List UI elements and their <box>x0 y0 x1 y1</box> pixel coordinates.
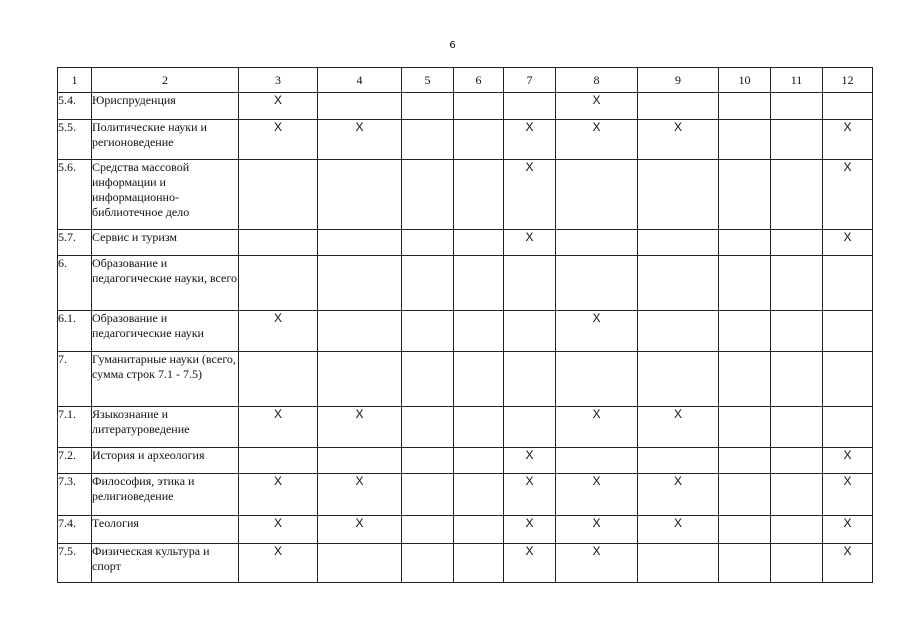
mark-cell: X <box>504 160 556 230</box>
mark-cell <box>771 516 823 544</box>
mark-cell <box>454 230 504 256</box>
column-header: 9 <box>638 68 719 93</box>
mark-cell <box>719 474 771 516</box>
mark-cell <box>556 160 638 230</box>
mark-cell: X <box>504 474 556 516</box>
mark-cell: X <box>638 407 719 448</box>
mark-cell <box>402 544 454 583</box>
mark-cell <box>823 311 873 352</box>
mark-cell <box>823 93 873 120</box>
row-name: Физическая культура и спорт <box>92 544 239 583</box>
column-header: 5 <box>402 68 454 93</box>
row-name: Сервис и туризм <box>92 230 239 256</box>
mark-cell <box>638 256 719 311</box>
table-row <box>58 352 873 407</box>
mark-cell <box>771 230 823 256</box>
mark-cell <box>239 352 318 407</box>
header-row <box>58 68 873 93</box>
table-row <box>58 516 873 544</box>
row-number: 7.3. <box>58 474 92 516</box>
mark-cell: X <box>638 474 719 516</box>
mark-cell <box>771 256 823 311</box>
mark-cell <box>504 256 556 311</box>
mark-cell <box>239 448 318 474</box>
mark-cell <box>504 93 556 120</box>
mark-cell <box>638 230 719 256</box>
mark-cell <box>402 93 454 120</box>
mark-cell <box>719 311 771 352</box>
mark-cell <box>454 352 504 407</box>
row-name: Языкознание и литературоведение <box>92 407 239 448</box>
column-header: 3 <box>239 68 318 93</box>
mark-cell <box>719 256 771 311</box>
mark-cell: X <box>318 516 402 544</box>
mark-cell <box>454 516 504 544</box>
column-header: 12 <box>823 68 873 93</box>
row-number: 7.1. <box>58 407 92 448</box>
row-name: Теология <box>92 516 239 544</box>
table-row <box>58 93 873 120</box>
mark-cell: X <box>239 93 318 120</box>
row-number: 6. <box>58 256 92 311</box>
mark-cell: X <box>239 407 318 448</box>
mark-cell: X <box>638 120 719 160</box>
mark-cell: X <box>556 474 638 516</box>
mark-cell <box>719 544 771 583</box>
mark-cell <box>638 93 719 120</box>
mark-cell: X <box>823 448 873 474</box>
row-number: 5.4. <box>58 93 92 120</box>
mark-cell <box>771 474 823 516</box>
mark-cell <box>556 352 638 407</box>
mark-cell <box>719 230 771 256</box>
mark-cell <box>318 230 402 256</box>
mark-cell <box>318 544 402 583</box>
row-name: Образование и педагогические науки <box>92 311 239 352</box>
mark-cell <box>719 120 771 160</box>
mark-cell <box>402 516 454 544</box>
row-number: 7.2. <box>58 448 92 474</box>
row-number: 7.5. <box>58 544 92 583</box>
mark-cell <box>638 352 719 407</box>
mark-cell <box>318 448 402 474</box>
mark-cell: X <box>504 516 556 544</box>
mark-cell <box>504 311 556 352</box>
mark-cell: X <box>556 544 638 583</box>
mark-cell <box>719 352 771 407</box>
mark-cell <box>719 516 771 544</box>
column-header: 10 <box>719 68 771 93</box>
column-header: 7 <box>504 68 556 93</box>
mark-cell <box>454 256 504 311</box>
row-number: 5.7. <box>58 230 92 256</box>
mark-cell <box>638 160 719 230</box>
column-header: 2 <box>92 68 239 93</box>
table-row <box>58 256 873 311</box>
mark-cell <box>402 256 454 311</box>
mark-cell <box>454 407 504 448</box>
mark-cell: X <box>823 160 873 230</box>
mark-cell: X <box>239 516 318 544</box>
mark-cell <box>771 120 823 160</box>
mark-cell <box>454 311 504 352</box>
mark-cell <box>771 311 823 352</box>
row-number: 7. <box>58 352 92 407</box>
row-name: Философия, этика и религиоведение <box>92 474 239 516</box>
mark-cell <box>771 448 823 474</box>
row-name: История и археология <box>92 448 239 474</box>
mark-cell <box>823 352 873 407</box>
column-header: 4 <box>318 68 402 93</box>
table-row <box>58 120 873 160</box>
mark-cell: X <box>318 474 402 516</box>
mark-cell: X <box>239 544 318 583</box>
mark-cell <box>454 474 504 516</box>
mark-cell: X <box>504 448 556 474</box>
mark-cell: X <box>556 120 638 160</box>
row-name: Гуманитарные науки (всего, сумма строк 7.1 - 7.5) <box>92 352 239 407</box>
table-body <box>58 93 873 583</box>
mark-cell <box>638 448 719 474</box>
mark-cell <box>402 474 454 516</box>
mark-cell: X <box>823 474 873 516</box>
table-row <box>58 160 873 230</box>
mark-cell <box>719 160 771 230</box>
mark-cell: X <box>239 120 318 160</box>
mark-cell: X <box>504 120 556 160</box>
row-number: 6.1. <box>58 311 92 352</box>
mark-cell <box>318 93 402 120</box>
mark-cell <box>719 93 771 120</box>
mark-cell <box>771 544 823 583</box>
mark-cell <box>556 256 638 311</box>
mark-cell <box>771 407 823 448</box>
mark-cell <box>239 230 318 256</box>
mark-cell: X <box>556 93 638 120</box>
mark-cell <box>771 352 823 407</box>
column-header: 11 <box>771 68 823 93</box>
mark-cell: X <box>823 230 873 256</box>
table-row <box>58 230 873 256</box>
mark-cell: X <box>823 544 873 583</box>
mark-cell: X <box>556 311 638 352</box>
mark-cell: X <box>318 120 402 160</box>
mark-cell <box>239 256 318 311</box>
mark-cell: X <box>239 474 318 516</box>
mark-cell: X <box>823 120 873 160</box>
mark-cell <box>318 160 402 230</box>
mark-cell <box>402 160 454 230</box>
mark-cell <box>318 311 402 352</box>
row-name: Средства массовой информации и информационно-библиотечное дело <box>92 160 239 230</box>
column-header: 8 <box>556 68 638 93</box>
mark-cell <box>454 448 504 474</box>
row-name: Политические науки и регионоведение <box>92 120 239 160</box>
mark-cell: X <box>638 516 719 544</box>
mark-cell: X <box>504 544 556 583</box>
mark-cell <box>454 93 504 120</box>
mark-cell: X <box>556 407 638 448</box>
row-name: Юриспруденция <box>92 93 239 120</box>
table-row <box>58 407 873 448</box>
mark-cell <box>823 407 873 448</box>
mark-cell <box>402 230 454 256</box>
mark-cell <box>823 256 873 311</box>
mark-cell <box>719 407 771 448</box>
mark-cell <box>402 311 454 352</box>
mark-cell <box>504 407 556 448</box>
row-number: 7.4. <box>58 516 92 544</box>
table-row <box>58 448 873 474</box>
mark-cell <box>402 448 454 474</box>
table-row <box>58 474 873 516</box>
mark-cell <box>239 160 318 230</box>
table-row <box>58 544 873 583</box>
table-row <box>58 311 873 352</box>
mark-cell: X <box>318 407 402 448</box>
mark-cell <box>504 352 556 407</box>
mark-cell <box>771 160 823 230</box>
mark-cell <box>402 120 454 160</box>
mark-cell <box>638 311 719 352</box>
classification-table <box>57 67 873 583</box>
mark-cell <box>556 230 638 256</box>
mark-cell <box>402 352 454 407</box>
mark-cell <box>454 120 504 160</box>
mark-cell <box>638 544 719 583</box>
mark-cell <box>318 352 402 407</box>
mark-cell <box>454 160 504 230</box>
page-number: 6 <box>449 40 456 51</box>
row-number: 5.6. <box>58 160 92 230</box>
mark-cell <box>402 407 454 448</box>
mark-cell: X <box>556 516 638 544</box>
column-header: 6 <box>454 68 504 93</box>
mark-cell <box>771 93 823 120</box>
mark-cell <box>556 448 638 474</box>
row-number: 5.5. <box>58 120 92 160</box>
mark-cell: X <box>504 230 556 256</box>
mark-cell: X <box>823 516 873 544</box>
mark-cell <box>719 448 771 474</box>
mark-cell: X <box>239 311 318 352</box>
mark-cell <box>318 256 402 311</box>
row-name: Образование и педагогические науки, всего <box>92 256 239 311</box>
column-header: 1 <box>58 68 92 93</box>
mark-cell <box>454 544 504 583</box>
